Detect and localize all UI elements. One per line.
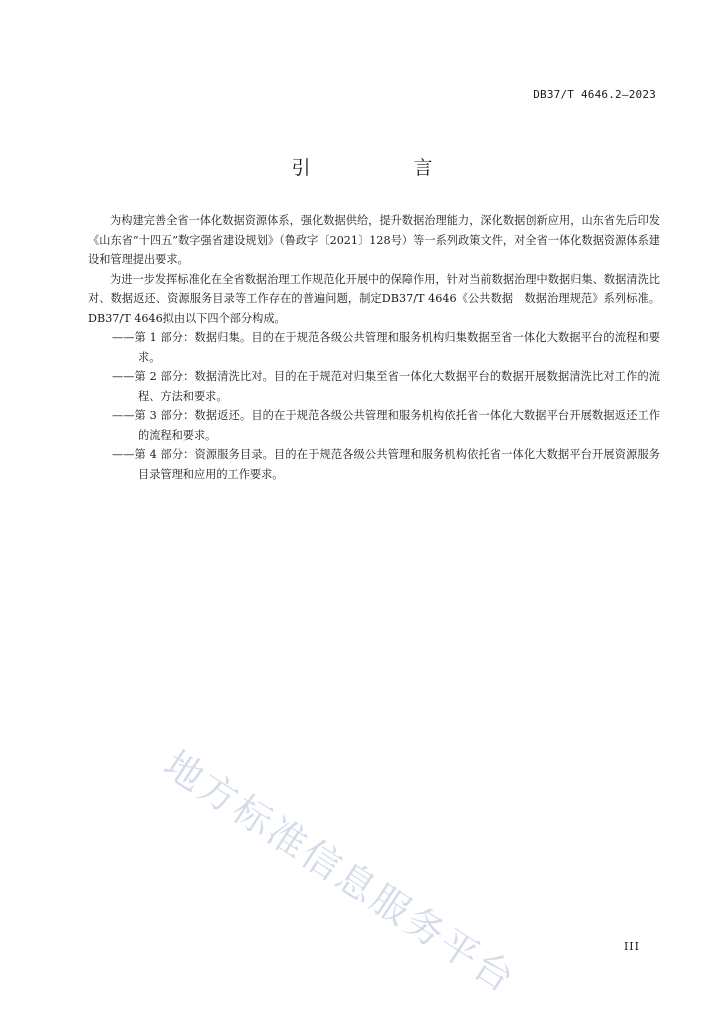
intro-paragraph-1: 为构建完善全省一体化数据资源体系，强化数据供给，提升数据治理能力，深化数据创新应用，山东省先后印发《山东省“十四五”数字强省建设规划》（鲁政字〔2021〕128号）等一系列政策文件，对全省一体化数据资源体系建设和管理提出要求。 — [88, 214, 660, 266]
part-2-item: ——第 2 部分：数据清洗比对。目的在于规范对归集至省一体化大数据平台的数据开展数据清洗比对工作的流程、方法和要求。 — [112, 370, 660, 403]
document-body — [88, 211, 660, 484]
document-code: DB37/T 4646.2—2023 — [533, 88, 656, 101]
intro-paragraph-2: 为进一步发挥标准化在全省数据治理工作规范化开展中的保障作用，针对当前数据治理中数据归集、数据清洗比对、数据返还、资源服务目录等工作存在的普遍问题，制定DB37/T 4646《公共数据 数据治理规范》系列标准。DB37/T 4646拟由以下四个部分构成。 — [88, 272, 660, 325]
page-number: III — [623, 940, 640, 953]
part-3-item: ——第 3 部分：数据返还。目的在于规范各级公共管理和服务机构依托省一体化大数据平台开展数据返还工作的流程和要求。 — [112, 409, 660, 442]
part-4-item: ——第 4 部分：资源服务目录。目的在于规范各级公共管理和服务机构依托省一体化大数据平台开展资源服务目录管理和应用的工作要求。 — [112, 448, 660, 481]
section-title: 引 言 — [291, 157, 475, 179]
watermark: 地方标准信息服务平台 — [156, 741, 524, 1003]
part-1-item: ——第 1 部分：数据归集。目的在于规范各级公共管理和服务机构归集数据至省一体化大数据平台的流程和要求。 — [112, 331, 660, 364]
